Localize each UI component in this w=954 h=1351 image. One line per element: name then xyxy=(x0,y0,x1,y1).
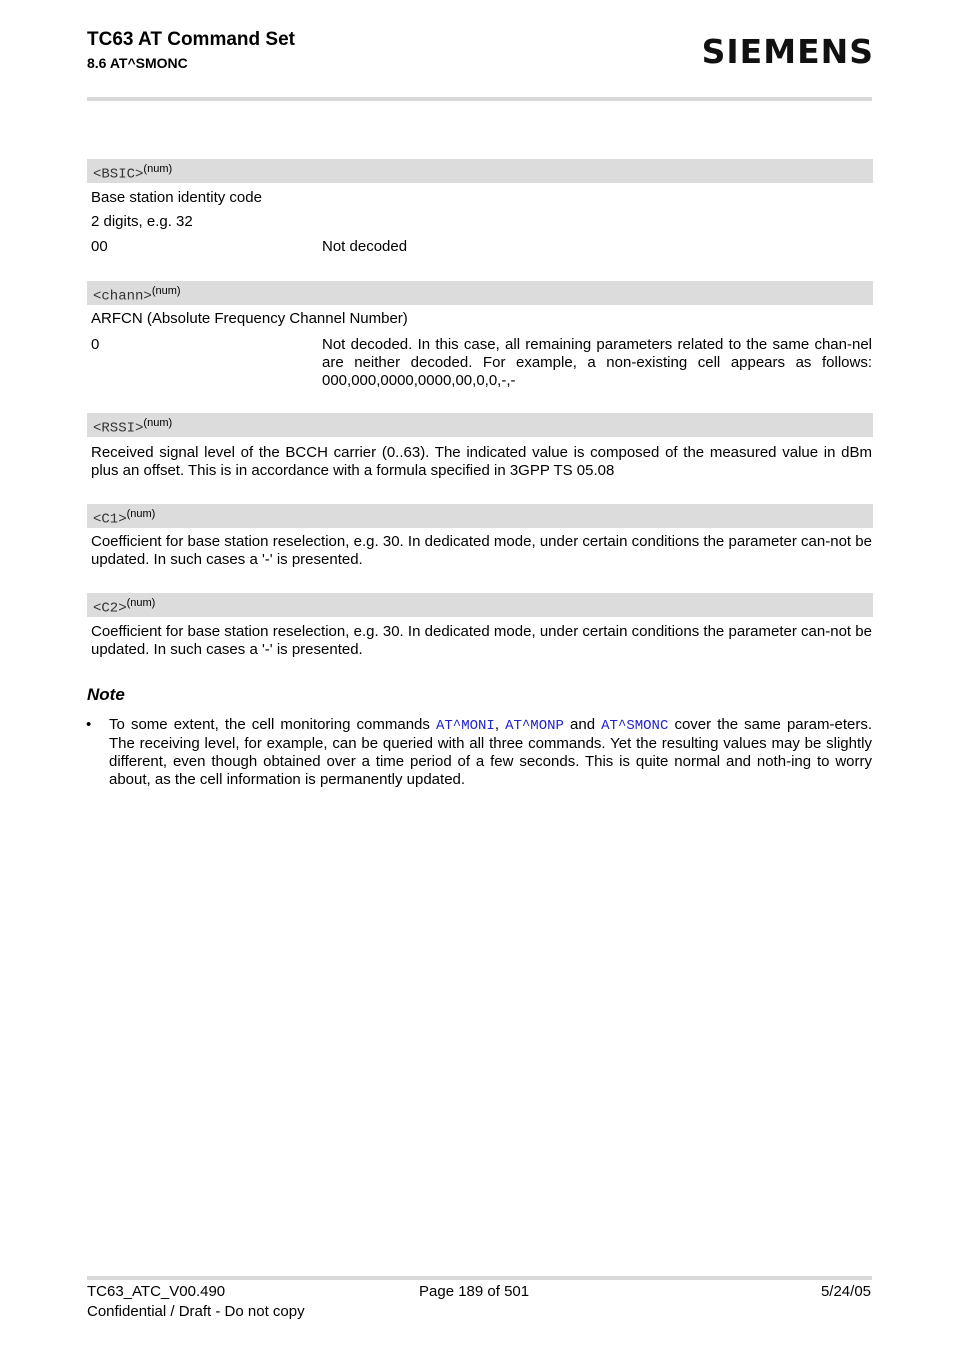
siemens-logo: SIEMENS xyxy=(701,32,874,71)
param-description: Coefficient for base station reselection, e.g. 30. In dedicated mode, under certain conditions the parameter can-not be updated. In such cases a '-' is presented. xyxy=(91,533,872,568)
param-code: <RSSI> xyxy=(93,420,144,437)
footer-date: 5/24/05 xyxy=(820,1283,871,1300)
param-type: (num) xyxy=(126,508,156,520)
param-description: Base station identity code xyxy=(91,189,262,206)
link-at-moni[interactable]: AT^MONI xyxy=(436,718,495,734)
link-at-smonc[interactable]: AT^SMONC xyxy=(601,718,669,734)
param-type: (num) xyxy=(143,163,173,175)
param-value: 0 xyxy=(91,336,100,353)
param-description: ARFCN (Absolute Frequency Channel Number) xyxy=(91,310,408,327)
param-code: <C1> xyxy=(93,511,127,528)
param-description: 2 digits, e.g. 32 xyxy=(91,213,193,230)
param-value: 00 xyxy=(91,238,108,255)
param-type: (num) xyxy=(126,597,156,609)
note-text xyxy=(109,716,872,789)
note-separator: and xyxy=(563,716,602,733)
bullet-icon: • xyxy=(86,716,92,733)
param-description: Received signal level of the BCCH carrier (0..63). The indicated value is composed of the measured value in dBm plus an offset. This is in accordance with a formula specified in 3GPP TS 05.08 xyxy=(91,444,872,479)
param-header-c2 xyxy=(87,593,873,617)
note-heading: Note xyxy=(87,685,125,704)
param-code: <BSIC> xyxy=(93,166,144,183)
section-title: 8.6 AT^SMONC xyxy=(87,55,188,71)
param-value-description: Not decoded xyxy=(322,238,408,255)
footer-rule xyxy=(87,1276,872,1280)
note-text-end: cover the same param-eters. The receiving level, for example, can be queried with all three commands. Yet the resulting values may be slightly different, even though obtained over a time period of a few seconds. This is quite normal and noth-ing to worry about, as the cell information is permanently updated. xyxy=(109,716,872,788)
link-at-monp[interactable]: AT^MONP xyxy=(505,718,564,734)
param-header-c1 xyxy=(87,504,873,528)
param-header-chann xyxy=(87,281,873,305)
footer-doc-id: TC63_ATC_V00.490 xyxy=(87,1283,226,1300)
note-text-start: To some extent, the cell monitoring commands xyxy=(109,716,436,733)
document-title: TC63 AT Command Set xyxy=(87,29,295,50)
param-header-bsic xyxy=(87,159,873,183)
note-separator: , xyxy=(494,716,506,733)
footer-page-number: Page 189 of 501 xyxy=(419,1283,530,1300)
param-type: (num) xyxy=(143,417,173,429)
header-rule xyxy=(87,97,872,101)
param-description: Coefficient for base station reselection, e.g. 30. In dedicated mode, under certain conditions the parameter can-not be updated. In such cases a '-' is presented. xyxy=(91,623,872,658)
param-value-description: Not decoded. In this case, all remaining parameters related to the same chan-nel are neither decoded. For example, a non-existing cell appears as follows: 000,000,0000,0000,00,0,0,-,- xyxy=(322,336,872,389)
param-type: (num) xyxy=(151,285,181,297)
param-header-rssi xyxy=(87,413,873,437)
footer-confidential: Confidential / Draft - Do not copy xyxy=(87,1303,305,1320)
param-code: <C2> xyxy=(93,600,127,617)
param-code: <chann> xyxy=(93,288,152,305)
